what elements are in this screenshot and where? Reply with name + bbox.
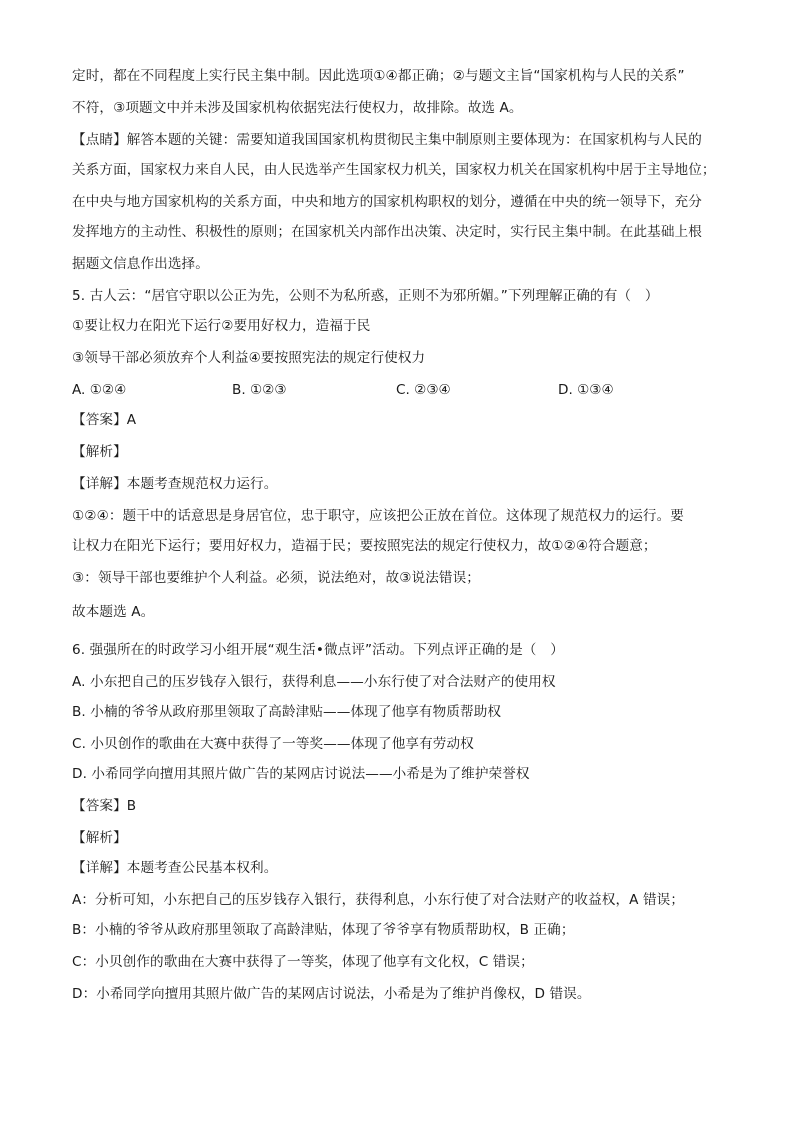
- option-c: C. 小贝创作的歌曲在大赛中获得了一等奖——体现了他享有劳动权: [72, 736, 474, 752]
- question-5-stem: 5. 古人云：“居官守职以公正为先，公则不为私所惑，正则不为邪所媚。”下列理解正确的有（ ）: [72, 288, 659, 304]
- detail-line: ③：领导干部也要维护个人利益。必须，说法绝对，故③说法错误；: [72, 570, 480, 586]
- detail-line: 【详解】本题考查规范权力运行。: [72, 476, 278, 492]
- detail-line: ①②④：题干中的话意思是身居官位，忠于职守，应该把公正放在首位。这体现了规范权力的运行。要: [72, 508, 684, 524]
- option-b: B. ①②③: [232, 382, 287, 398]
- text-line: 据题文信息作出选择。: [72, 256, 209, 272]
- option-d: D. 小希同学向擅用其照片做广告的某网店讨说法——小希是为了维护荣誉权: [72, 766, 530, 782]
- detail-line: 让权力在阳光下运行；要用好权力，造福于民；要按照宪法的规定行使权力，故①②④符合题意；: [72, 538, 657, 554]
- analysis-label: 【解析】: [72, 444, 127, 460]
- text-line: 关系方面，国家权力来自人民，由人民选举产生国家权力机关，国家权力机关在国家机构中居于主导地位；: [72, 162, 716, 178]
- detail-line: B：小楠的爷爷从政府那里领取了高龄津贴，体现了爷爷享有物质帮助权，B 正确；: [72, 922, 575, 938]
- question-5-statement: ③领导干部必须放弃个人利益④要按照宪法的规定行使权力: [72, 350, 426, 366]
- text-line: 不符，③项题文中并未涉及国家机构依据宪法行使权力，故排除。故选 A。: [72, 100, 523, 116]
- detail-line: C：小贝创作的歌曲在大赛中获得了一等奖，体现了他享有文化权，C 错误；: [72, 954, 534, 970]
- option-a: A. ①②④: [72, 382, 127, 398]
- text-line: 【点睛】解答本题的关键：需要知道我国国家机构贯彻民主集中制原则主要体现为：在国家机构与人民的: [72, 132, 702, 148]
- answer-label: 【答案】A: [72, 412, 137, 428]
- detail-line: A：分析可知，小东把自己的压岁钱存入银行，获得利息，小东行使了对合法财产的收益权，A 错误；: [72, 892, 685, 908]
- text-line: 发挥地方的主动性、积极性的原则；在国家机关内部作出决策、决定时，实行民主集中制。在此基础上根: [72, 224, 702, 240]
- option-d: D. ①③④: [558, 382, 614, 398]
- text-line: 定时，都在不同程度上实行民主集中制。因此选项①④都正确；②与题文主旨“国家机构与人民的关系”: [72, 68, 685, 84]
- question-6-stem: 6. 强强所在的时政学习小组开展“观生活•微点评”活动。下列点评正确的是（ ）: [72, 642, 564, 658]
- option-b: B. 小楠的爷爷从政府那里领取了高龄津贴——体现了他享有物质帮助权: [72, 704, 502, 720]
- detail-line: D：小希同学向擅用其照片做广告的某网店讨说法，小希是为了维护肖像权，D 错误。: [72, 986, 591, 1002]
- detail-line: 【详解】本题考查公民基本权利。: [72, 860, 278, 876]
- text-line: 在中央与地方国家机构的关系方面，中央和地方的国家机构职权的划分，遵循在中央的统一领导下，充分: [72, 194, 702, 210]
- option-c: C. ②③④: [396, 382, 451, 398]
- option-a: A. 小东把自己的压岁钱存入银行，获得利息——小东行使了对合法财产的使用权: [72, 674, 556, 690]
- answer-label: 【答案】B: [72, 798, 137, 814]
- detail-line: 故本题选 A。: [72, 604, 155, 620]
- analysis-label: 【解析】: [72, 830, 127, 846]
- question-5-statement: ①要让权力在阳光下运行②要用好权力，造福于民: [72, 318, 371, 334]
